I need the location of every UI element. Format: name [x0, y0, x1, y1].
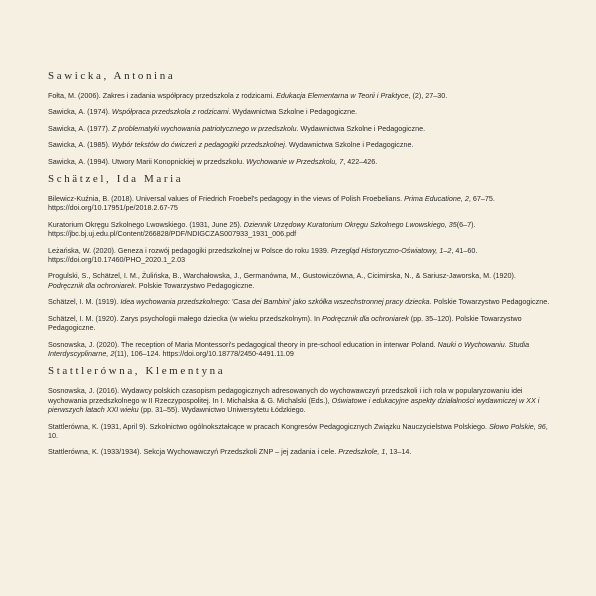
reference-entry: Schätzel, I. M. (1919). Idea wychowania przedszkolnego: 'Casa dei Bambini' jako szkółka wszechstronnej pracy dziecka. Polskie Towarzystwo Pedagogiczne.	[48, 297, 550, 307]
section-title: Stattlerówna, Klementyna	[48, 365, 226, 378]
reference-entry: Leżańska, W. (2020). Geneza i rozwój pedagogiki przedszkolnej w Polsce do roku 1939. Przegląd Historyczno-Oświatowy, 1–2, 41–60. https://doi.org/10.17460/PHO_2020.1_2.03	[48, 245, 478, 265]
reference-entry: Sosnowska, J. (2016). Wydawcy polskich czasopism pedagogicznych adresowanych do wychowawczyń przedszkoli i ich rola w popularyzowaniu idei wychowania przedszkolnego w II Rzeczypospolitej. In I. Michalska & G. Michalski (Eds.), Oświatowe i edukacyjne aspekty działalności wydawniczej w XX i pierwszych latach XXI wieku (pp. 31–55). Wydawnictwo Uniwersytetu Łódzkiego.	[48, 386, 540, 415]
reference-entry: Sawicka, A. (1974). Współpraca przedszkola z rodzicami. Wydawnictwa Szkolne i Pedagogiczne.	[48, 107, 358, 117]
reference-entry: Stattlerówna, K. (1931, April 9). Szkolnictwo ogólnokształcące w pracach Kongresów Pedagogicznych Związku Nauczycielstwa Polskiego. Słowo Polskie, 96, 10.	[48, 421, 548, 440]
reference-entry: Bilewicz-Kuźnia, B. (2018). Universal values of Friedrich Froebel's pedagogy in the views of Polish Froebelians. Prima Educatione, 2, 67–75. https://doi.org/10.17951/pe/2018.2.67-75	[48, 194, 495, 213]
reference-entry: Schätzel, I. M. (1920). Zarys psychologii małego dziecka (w wieku przedszkolnym). In Podręcznik dla ochroniarek (pp. 35–120). Polskie Towarzystwo Pedagogiczne.	[48, 313, 522, 333]
reference-entry: Progulski, S., Schätzel, I. M., Żulińska, B., Warchałowska, J., Germanówna, M., Gustowiczówna, A., Cicimirska, N., & Sariusz-Jaworska, M. (1920). Podręcznik dla ochroniarek. Polskie Towarzystwo Pedagogiczne.	[48, 271, 516, 290]
section-sawicka	[48, 70, 550, 166]
reference-entry: Fołta, M. (2006). Zakres i zadania współpracy przedszkola z rodzicami. Edukacja Elementarna w Teorii i Praktyce, (2), 27–30.	[48, 91, 448, 100]
reference-entry: Sawicka, A. (1994). Utwory Marii Konopnickiej w przedszkolu. Wychowanie w Przedszkolu, 7, 422–426.	[48, 156, 378, 166]
reference-entry: Stattlerówna, K. (1933/1934). Sekcja Wychowawczyń Przedszkoli ZNP – jej zadania i cele. Przedszkole, 1, 13–14.	[48, 447, 412, 457]
section-title: Sawicka, Antonina	[48, 70, 176, 82]
section-schatzel	[48, 173, 550, 358]
reference-entry: Sawicka, A. (1985). Wybór tekstów do ćwiczeń z pedagogiki przedszkolnej. Wydawnictwa Szkolne i Pedagogiczne.	[48, 140, 414, 150]
section-title: Schätzel, Ida Maria	[48, 173, 184, 186]
reference-entry: Sawicka, A. (1977). Z problematyki wychowania patriotycznego w przedszkolu. Wydawnictwa Szkolne i Pedagogiczne.	[48, 123, 426, 133]
reference-entry: Kuratorium Okręgu Szkolnego Lwowskiego. (1931, June 25). Dziennik Urzędowy Kuratorium Okręgu Szkolnego Lwowskiego, 35(6–7). https://jbc.bj.uj.edu.pl/Content/266828/PDF/NDIGCZAS007933_1931_006.pdf	[48, 219, 476, 239]
reference-entry: Sosnowska, J. (2020). The reception of Maria Montessori's pedagogical theory in pre-school education in interwar Poland. Nauki o Wychowaniu. Studia Interdyscyplinarne, 2(11), 106–124. https://doi.org/10.18778/2450-4491.11.09	[48, 339, 530, 358]
section-stattlerowna	[48, 365, 550, 456]
